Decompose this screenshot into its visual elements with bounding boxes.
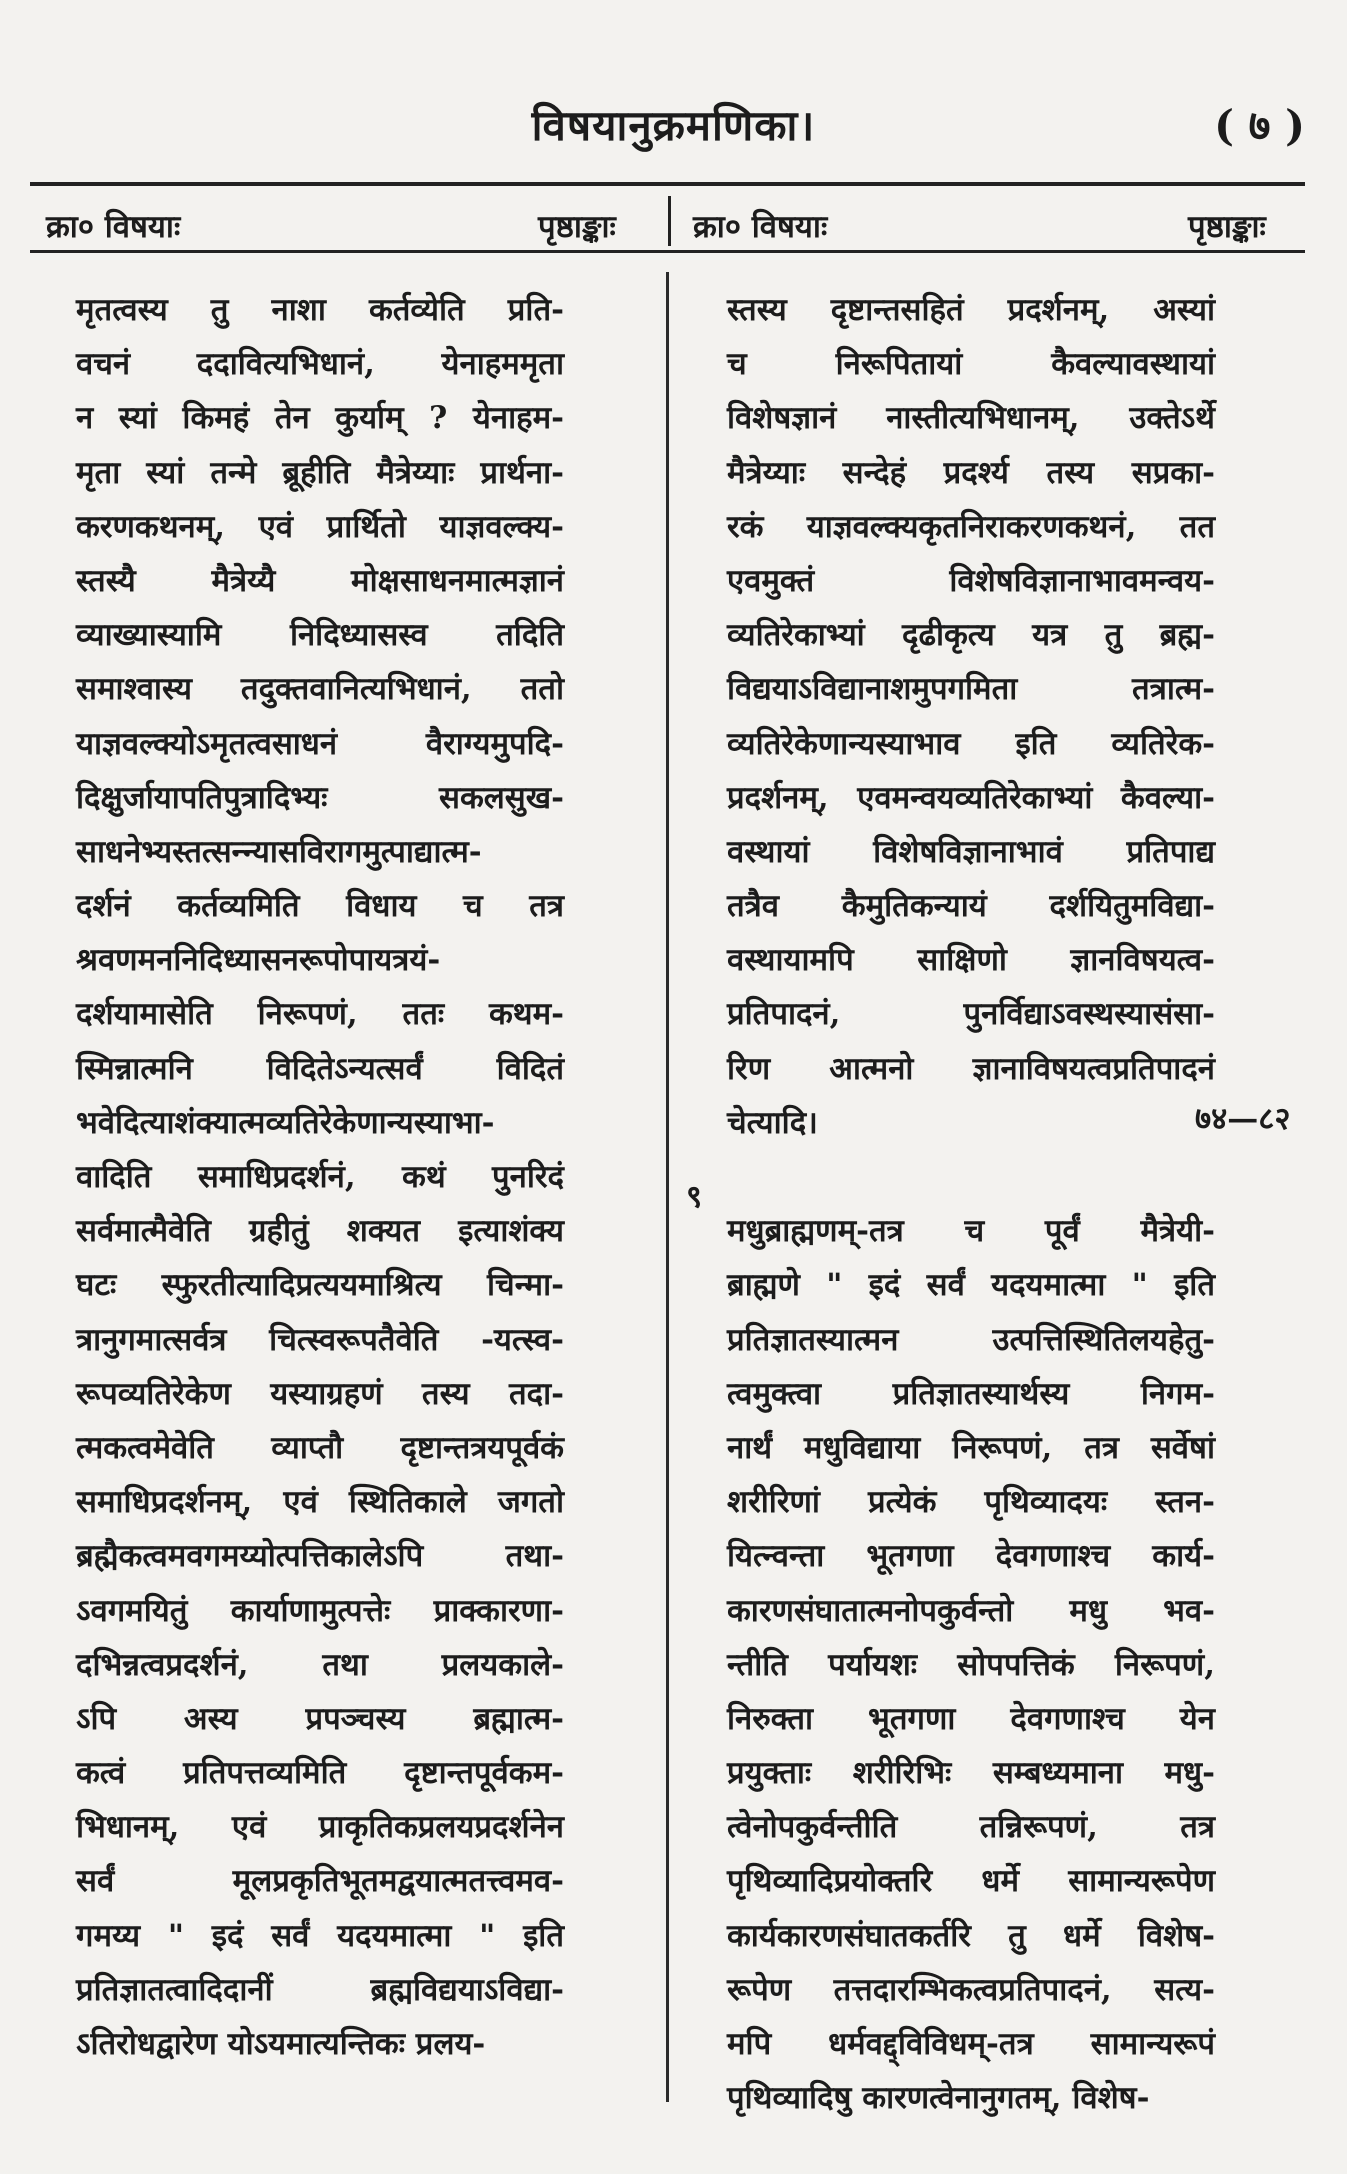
text-line: मैत्रेय्याः सन्देहं प्रदर्श्य तस्य सप्रका- — [727, 454, 1215, 491]
text-line: ऽपि अस्य प्रपञ्चस्य ब्रह्मात्म- — [76, 1700, 564, 1737]
text-line: एवमुक्तं विशेषविज्ञानाभावमन्वय- — [727, 562, 1215, 599]
text-line: ब्राह्मणे " इदं सर्वं यदयमात्मा " इति — [727, 1267, 1215, 1304]
text-line: दर्शनं कर्तव्यमिति विधाय च तत्र — [76, 888, 564, 925]
right-column — [727, 283, 1215, 2125]
col-heading-right-pages: पृष्ठाङ्काः — [1188, 209, 1266, 245]
text-line: मधुब्राह्मणम्-तत्र च पूर्वं मैत्रेयी- — [727, 1213, 1215, 1250]
text-line: याज्ञवल्क्योऽमृतत्वसाधनं वैराग्यमुपदि- — [76, 725, 564, 762]
text-line: ब्रह्मैकत्वमवगमय्योत्पत्तिकालेऽपि तथा- — [76, 1538, 564, 1575]
text-line: सर्वं मूलप्रकृतिभूतमद्वयात्मतत्त्वमव- — [76, 1863, 564, 1900]
text-line: मपि धर्मवद्द्विविधम्-तत्र सामान्यरूपं — [727, 2026, 1215, 2062]
text-line: रूपव्यतिरेकेण यस्याग्रहणं तस्य तदा- — [76, 1375, 564, 1412]
header-rule — [30, 182, 1305, 186]
col-heading-left-pages: पृष्ठाङ्काः — [538, 209, 616, 245]
text-line: स्तस्य दृष्टान्तसहितं प्रदर्शनम्, अस्यां — [727, 292, 1215, 328]
column-divider — [666, 272, 669, 2102]
text-line: सर्वमात्मैवेति ग्रहीतुं शक्यत इत्याशंक्य — [76, 1213, 564, 1250]
text-line: तत्रैव कैमुतिकन्यायं दर्शयितुमविद्या- — [727, 888, 1215, 925]
text-line: दिक्षुर्जायापतिपुत्रादिभ्यः सकलसुख- — [76, 779, 564, 816]
text-line: चेत्यादि। — [727, 1104, 818, 1141]
left-column — [76, 283, 564, 2071]
text-line: भवेदित्याशंक्यात्मव्यतिरेकेणान्यस्याभा- — [76, 1104, 495, 1141]
text-line: मृतत्वस्य तु नाशा कर्तव्येति प्रति- — [76, 292, 564, 328]
text-line: व्यतिरेकेणान्यस्याभाव इति व्यतिरेक- — [727, 725, 1215, 762]
page-range: ७४—८२ — [1195, 1101, 1291, 1137]
text-line: रूपेण तत्तदारम्भिकत्वप्रतिपादनं, सत्य- — [727, 1971, 1215, 2008]
text-line: विद्ययाऽविद्यानाशमुपगमिता तत्रात्म- — [727, 671, 1215, 708]
text-line: प्रयुक्ताः शरीरिभिः सम्बध्यमाना मधु- — [727, 1755, 1215, 1792]
section-number: ९ — [686, 1179, 703, 1215]
text-line: त्मकत्वमेवेति व्याप्तौ दृष्टान्तत्रयपूर्वकं — [76, 1429, 564, 1466]
text-line: स्तस्यै मैत्रेय्यै मोक्षसाधनमात्मज्ञानं — [76, 562, 564, 599]
text-line: ऽवगमयितुं कार्याणामुत्पत्तेः प्राक्कारणा- — [76, 1592, 564, 1629]
text-line: रकं याज्ञवल्क्यकृतनिराकरणकथनं, तत — [727, 508, 1215, 545]
col-heading-right: क्रा० विषयाः — [693, 209, 828, 245]
text-line — [727, 1150, 1215, 1204]
text-line: त्वमुक्त्वा प्रतिज्ञातस्यार्थस्य निगम- — [727, 1375, 1215, 1412]
text-line: वस्थायामपि साक्षिणो ज्ञानविषयत्व- — [727, 942, 1215, 979]
text-line: प्रदर्शनम्, एवमन्वयव्यतिरेकाभ्यां कैवल्या- — [727, 779, 1215, 816]
text-line: त्वेनोपकुर्वन्तीति तन्निरूपणं, तत्र — [727, 1809, 1215, 1846]
running-title: विषयानुक्रमणिका। — [531, 101, 816, 150]
text-line: कारणसंघातात्मनोपकुर्वन्तो मधु भव- — [727, 1592, 1215, 1629]
text-line: नार्थं मधुविद्याया निरूपणं, तत्र सर्वेषां — [727, 1429, 1215, 1466]
text-line: रिण आत्मनो ज्ञानाविषयत्वप्रतिपादनं — [727, 1050, 1215, 1087]
text-line: कत्वं प्रतिपत्तव्यमिति दृष्टान्तपूर्वकम- — [76, 1755, 564, 1792]
text-line: दर्शयामासेति निरूपणं, ततः कथम- — [76, 996, 564, 1033]
text-line: कार्यकारणसंघातकर्तरि तु धर्मे विशेष- — [727, 1917, 1215, 1954]
text-line: घटः स्फुरतीत्यादिप्रत्ययमाश्रित्य चिन्मा- — [76, 1267, 564, 1304]
text-line: समाधिप्रदर्शनम्, एवं स्थितिकाले जगतो — [76, 1484, 564, 1521]
text-line: स्मिन्नात्मनि विदितेऽन्यत्सर्वं विदितं — [76, 1050, 564, 1087]
text-line: प्रतिज्ञातत्वादिदानीं ब्रह्मविद्ययाऽविद्या- — [76, 1971, 564, 2008]
text-line: वस्थायां विशेषविज्ञानाभावं प्रतिपाद्य — [727, 833, 1215, 870]
text-line: च निरूपितायां कैवल्यावस्थायां — [727, 346, 1215, 383]
page-number: ( ७ ) — [1214, 101, 1305, 150]
text-line: निरुक्ता भूतगणा देवगणाश्च येन — [727, 1700, 1215, 1737]
text-line: पृथिव्यादिषु कारणत्वेनानुगतम्, विशेष- — [727, 2080, 1150, 2117]
text-line: व्यतिरेकाभ्यां दृढीकृत्य यत्र तु ब्रह्म- — [727, 617, 1215, 654]
text-line: प्रतिज्ञातस्यात्मन उत्पत्तिस्थितिलयहेतु- — [727, 1321, 1215, 1358]
text-line: ऽतिरोधद्वारेण योऽयमात्यन्तिकः प्रलय- — [76, 2026, 486, 2062]
text-line: शरीरिणां प्रत्येकं पृथिव्यादयः स्तन- — [727, 1484, 1215, 1521]
text-line: व्याख्यास्यामि निदिध्यासस्व तदिति — [76, 617, 564, 654]
text-line: श्रवणमननिदिध्यासनरूपोपायत्रयं- — [76, 942, 441, 979]
text-line: न स्यां किमहं तेन कुर्याम् ? येनाहम- — [76, 400, 564, 437]
text-line: साधनेभ्यस्तत्सन्न्यासविरागमुत्पाद्यात्म- — [76, 833, 482, 870]
text-line: पृथिव्यादिप्रयोक्तरि धर्मे सामान्यरूपेण — [727, 1863, 1215, 1900]
text-line: यित्न्वन्ता भूतगणा देवगणाश्च कार्य- — [727, 1538, 1215, 1575]
text-line: प्रतिपादनं, पुनर्विद्याऽवस्थस्यासंसा- — [727, 996, 1215, 1033]
text-line: गमय्य " इदं सर्वं यदयमात्मा " इति — [76, 1917, 564, 1954]
text-line: विशेषज्ञानं नास्तीत्यभिधानम्, उक्तेऽर्थे — [727, 400, 1215, 437]
text-line: करणकथनम्, एवं प्रार्थितो याज्ञवल्क्य- — [76, 508, 564, 545]
text-line: दभिन्नत्वप्रदर्शनं, तथा प्रलयकाले- — [76, 1646, 564, 1683]
text-line: मृता स्यां तन्मे ब्रूहीति मैत्रेय्याः प्रार्थना- — [76, 454, 564, 491]
text-line: समाश्वास्य तदुक्तवानित्यभिधानं, ततो — [76, 671, 564, 708]
col-heading-left: क्रा० विषयाः — [46, 209, 181, 245]
text-line: वचनं ददावित्यभिधानं, येनाहममृता — [76, 346, 564, 383]
text-line: त्रानुगमात्सर्वत्र चित्स्वरूपतैवेति -यत्स्व- — [76, 1321, 564, 1358]
text-line: वादिति समाधिप्रदर्शनं, कथं पुनरिदं — [76, 1159, 564, 1195]
heading-rule — [30, 250, 1305, 253]
text-line: न्तीति पर्यायशः सोपपत्तिकं निरूपणं, — [727, 1646, 1215, 1683]
text-line: भिधानम्, एवं प्राकृतिकप्रलयप्रदर्शनेन — [76, 1809, 564, 1846]
heading-divider — [668, 196, 671, 246]
